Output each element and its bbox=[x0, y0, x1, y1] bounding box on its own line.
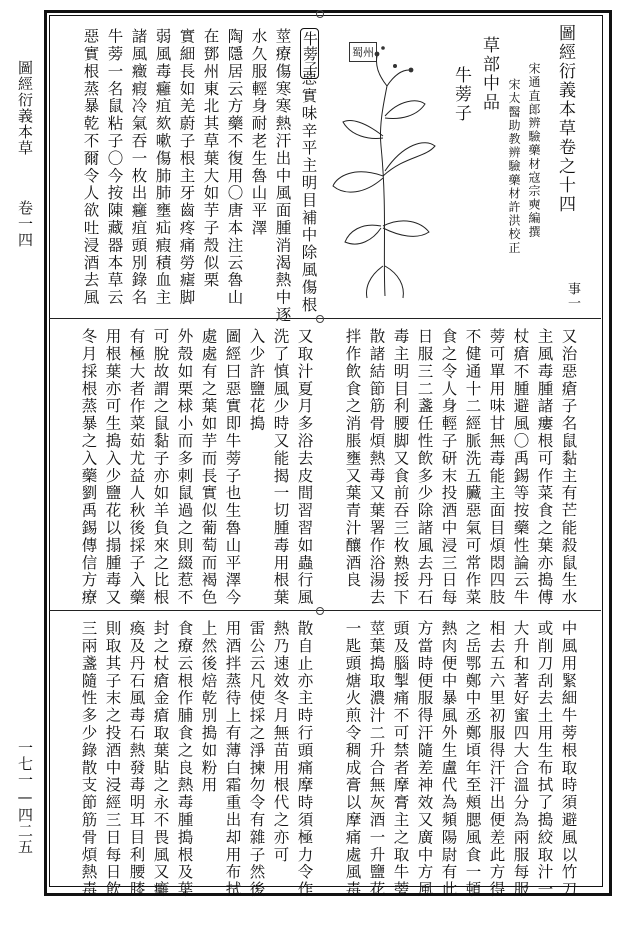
entry-heading: 牛蒡子 bbox=[451, 66, 471, 123]
middle-text-column: 用根葉亦可生搗入少鹽花以搨腫毒又 bbox=[103, 328, 122, 607]
editor-line-2: 宋太醫助教辨驗藥材許洪校正 bbox=[507, 78, 521, 255]
page-mark: 事一 bbox=[565, 282, 580, 310]
lower-text-column: 一匙頭煻火煎令稠成膏以摩痛處風毒 bbox=[343, 620, 362, 899]
section-divider-upper bbox=[49, 318, 601, 319]
upper-text-column: 諸風癥瘕冷氣吞一枚出癰疽頭別錄名 bbox=[129, 28, 148, 307]
middle-text-column: 又治惡瘡子名鼠黏主有芒能殺鼠生水 bbox=[559, 328, 578, 607]
lower-text-column: 三兩盞隨性多少錄散支節筋骨煩熱毒 bbox=[79, 620, 98, 899]
burdock-plant-drawing bbox=[325, 26, 440, 304]
middle-text-column: 有極大者作菜茹尤益人秋後採子入藥 bbox=[127, 328, 146, 607]
lower-text-column: 用酒拌蒸待上有薄白霜重出却用布拭 bbox=[223, 620, 242, 899]
side-book-title: 圖經衍義本草 bbox=[16, 60, 34, 156]
lower-text-column: 熱肉便中暴風外生盧代為頻陽尉有此 bbox=[439, 620, 458, 899]
middle-text-column: 入少許鹽花搗 bbox=[247, 328, 266, 433]
binding-hole-1 bbox=[316, 10, 324, 18]
plant-illustration bbox=[325, 26, 440, 304]
middle-text-column: 冬月採根蒸暴之入藥劉禹錫傳信方療 bbox=[79, 328, 98, 607]
upper-text-column: 牛蒡一名鼠粘子〇今按陳藏器本草云 bbox=[105, 28, 124, 307]
lower-text-column: 中風用緊細牛蒡根取時須避風以竹刀 bbox=[559, 620, 578, 899]
upper-text-column: 莖療傷寒寒熱汗出中風面腫消渴熱中逐 bbox=[273, 28, 292, 324]
middle-text-column: 不健通十二經脈洗五臟惡氣可常作菜 bbox=[463, 328, 482, 607]
middle-text-column: 圖經曰惡實即牛蒡子也生魯山平澤今 bbox=[223, 328, 242, 607]
binding-hole-3 bbox=[316, 607, 324, 615]
middle-text-column: 杖瘡不腫避風〇禹錫等按藥性論云牛 bbox=[511, 328, 530, 607]
upper-text-column: 弱風毒癰疽欬嗽傷肺肺壅疝瘕積血主 bbox=[153, 28, 172, 307]
lower-text-column: 頭及腦掣痛不可禁者摩膏主之取牛蒡 bbox=[391, 620, 410, 899]
upper-text-column: 惡實味辛平主明目補中除風傷根 bbox=[299, 70, 318, 314]
lower-text-column: 散自止亦主時行頭痛摩時須極力令作 bbox=[295, 620, 314, 899]
middle-text-column: 又取汁夏月多浴去皮間習習如蟲行風 bbox=[295, 328, 314, 607]
middle-text-column: 洗了慎風少時又能揭一切腫毒用根葉 bbox=[271, 328, 290, 607]
lower-text-column: 瘓及丹石風毒石熱發毒明耳目利腰膝 bbox=[127, 620, 146, 899]
middle-text-column: 外殼如栗梂小而多刺鼠過之則綴惹不 bbox=[175, 328, 194, 607]
lower-text-column: 上然後焙乾別搗如粉用 bbox=[199, 620, 218, 794]
book-title: 圖經衍義本草卷之十四 bbox=[555, 24, 575, 214]
side-volume: 卷一四 bbox=[16, 200, 34, 248]
lower-text-column: 或削刀刮去土用生布拭了搗絞取汁一 bbox=[535, 620, 554, 899]
middle-text-column: 日服三二盞任性飲多少除諸風去丹石 bbox=[415, 328, 434, 607]
section-heading: 草部中品 bbox=[479, 36, 499, 112]
middle-text-column: 散諸結節筋骨煩熱毒又葉署作浴湯去 bbox=[367, 328, 386, 607]
lower-text-column: 則取其子末之投酒中浸經三日每日飲 bbox=[103, 620, 122, 899]
middle-text-column: 毒主明目利腰脚又食前吞三枚熟挼下 bbox=[391, 328, 410, 607]
entry-label-box: 牛蒡子 bbox=[300, 28, 319, 79]
upper-text-column: 在鄧州東北其草葉大如芋子殼似栗 bbox=[201, 28, 220, 289]
lower-text-column: 方當時便服得汗隨差神效又廣中方風 bbox=[415, 620, 434, 899]
upper-text-column: 惡實根蒸暴乾不爾令人欲吐浸酒去風 bbox=[81, 28, 100, 307]
lower-text-column: 封之杖瘡金瘡取葉貼之永不畏風又癱 bbox=[151, 620, 170, 899]
section-divider-lower bbox=[49, 610, 601, 611]
lower-text-column: 食療云根作脯食之良熱毒腫搗根及葉 bbox=[175, 620, 194, 899]
middle-text-column: 蒡可單用味甘無毒能主面目煩悶四肢 bbox=[487, 328, 506, 607]
lower-text-column: 莖葉搗取濃汁二升合無灰酒一升鹽花 bbox=[367, 620, 386, 899]
middle-text-column: 可脫故謂之鼠黏子亦如羊負來之比根 bbox=[151, 328, 170, 607]
side-page-number: 一七一—四二五 bbox=[16, 740, 34, 855]
middle-text-column: 食之令人身輕子研末投酒中浸三日每 bbox=[439, 328, 458, 607]
illustration-region-label: 蜀州 bbox=[349, 42, 377, 62]
middle-text-column: 主風毒腫諸瘻根可作菜食之葉亦搗傅 bbox=[535, 328, 554, 607]
upper-text-column: 水久服輕身耐老生魯山平澤 bbox=[249, 28, 268, 237]
upper-text-column: 實細長如羌蔚子根主牙齒疼痛勞瘧脚 bbox=[177, 28, 196, 307]
lower-text-column: 熱乃速效冬月無苗用根代之亦可 bbox=[271, 620, 290, 864]
middle-text-column: 處處有之葉如芋而長實似葡萄而褐色 bbox=[199, 328, 218, 607]
binding-hole-2 bbox=[316, 315, 324, 323]
lower-text-column: 大升和著好蜜四大合溫分為兩服每服 bbox=[511, 620, 530, 899]
lower-text-column: 之岳鄂鄭中丞鄭頃年至頰腮風食一頓 bbox=[463, 620, 482, 899]
lower-text-column: 相去五六里初服得汗汗出便差此方得 bbox=[487, 620, 506, 899]
middle-text-column: 拌作飲食之消脹壅又葉青汁釀酒良 bbox=[343, 328, 362, 589]
upper-text-column: 陶隱居云方藥不復用〇唐本注云魯山 bbox=[225, 28, 244, 307]
editor-line-1: 宋通直郎辨驗藥材寇宗奭編撰 bbox=[527, 62, 541, 239]
lower-text-column: 雷公云凡使採之淨揀勿令有雜子然後 bbox=[247, 620, 266, 899]
